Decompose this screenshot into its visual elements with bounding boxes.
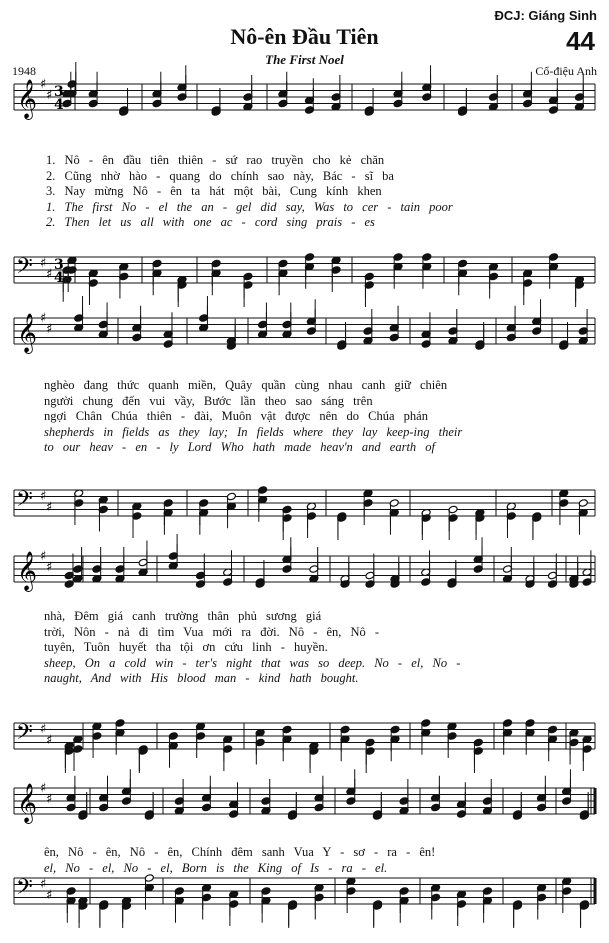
sharp-icon: ♯ — [46, 500, 53, 515]
lyric-line: nghèo đang thức quanh miền, Quây quần cùng nhau canh giữ chiên — [44, 378, 448, 392]
bass-clef-icon: 𝄢 — [16, 254, 33, 284]
sharp-icon: ♯ — [46, 88, 53, 103]
treble-clef-icon: 𝄞 — [17, 313, 38, 353]
lyric-line: 1. The first No - el the an - gel did say, Was to cer - tain poor — [46, 199, 453, 214]
sharp-icon: ♯ — [46, 888, 53, 903]
sharp-icon: ♯ — [46, 792, 53, 807]
time-signature-top: 3 — [54, 257, 64, 273]
hymn-subtitle: The First Noel — [265, 52, 344, 67]
sharp-icon: ♯ — [40, 311, 47, 326]
lyric-line: tuyên, Tuôn huyết tha tội ơn cứu linh - huyền. — [44, 640, 328, 654]
category-label: ĐCJ: Giáng Sinh — [494, 8, 597, 23]
lyric-line: người chung đến vui vầy, Bước lần theo sao sáng trên — [44, 393, 373, 408]
lyric-line: 2. Cũng nhờ hào - quang do chính sao này, Bác - sĩ ba — [46, 168, 394, 183]
lyric-line: 3. Nay mừng Nô - ên ta hát một bài, Cung kính khen — [46, 184, 382, 198]
hymn-title: Nô-ên Đầu Tiên — [230, 24, 379, 49]
time-signature-top: 3 — [54, 84, 64, 100]
tune-source: Cổ-điệu Anh — [535, 64, 597, 78]
sharp-icon: ♯ — [40, 781, 47, 796]
bass-clef-icon: 𝄢 — [16, 720, 33, 750]
lyric-line: ên, Nô - ên, Nô - ên, Chính đêm sanh Vua Y - sơ - ra - ên! — [44, 845, 436, 859]
bass-clef-icon: 𝄢 — [16, 487, 33, 517]
lyric-line: trời, Nôn - nả đi tìm Vua mới ra đời. Nô - ên, Nô - — [44, 624, 380, 639]
sharp-icon: ♯ — [46, 733, 53, 748]
lyric-line: naught, And with His blood man - kind hath bought. — [44, 671, 359, 685]
lyric-line: nhà, Đêm giá canh trường thân phủ sương giá — [44, 609, 322, 623]
treble-clef-icon: 𝄞 — [17, 783, 38, 823]
sharp-icon: ♯ — [46, 560, 53, 575]
sharp-icon: ♯ — [40, 489, 47, 504]
sharp-icon: ♯ — [40, 877, 47, 892]
sharp-icon: ♯ — [40, 256, 47, 271]
lyric-line: 2. Then let us all with one ac - cord sing prais - es — [46, 215, 375, 229]
time-signature-bottom: 4 — [54, 97, 64, 113]
treble-clef-icon: 𝄞 — [17, 551, 38, 591]
lyric-line: 1. Nô - ên đầu tiên thiên - sứ rao truyền cho kẻ chăn — [46, 153, 385, 167]
lyric-line: to our heav - en - ly Lord Who hath made heav'n and earth of — [44, 440, 436, 454]
lyric-line: shepherds in fields as they lay; In fields where they lay keep-ing their — [44, 424, 463, 439]
year-label: 1948 — [12, 64, 36, 78]
sharp-icon: ♯ — [40, 77, 47, 92]
lyric-line: el, No - el, No - el, Born is the King of Is - ra - el. — [44, 860, 388, 875]
sharp-icon: ♯ — [46, 267, 53, 282]
time-signature-bottom: 4 — [54, 270, 64, 286]
sharp-icon: ♯ — [40, 722, 47, 737]
sharp-icon: ♯ — [40, 549, 47, 564]
treble-clef-icon: 𝄞 — [17, 79, 38, 119]
lyric-line: sheep, On a cold win - ter's night that was so deep. No - el, No - — [44, 655, 461, 670]
bass-clef-icon: 𝄢 — [16, 875, 33, 905]
hymn-number: 44 — [566, 26, 595, 56]
lyric-line: ngợi Chân Chúa thiên - đài, Muôn vật được nên do Chúa phán — [44, 409, 428, 423]
sharp-icon: ♯ — [46, 322, 53, 337]
